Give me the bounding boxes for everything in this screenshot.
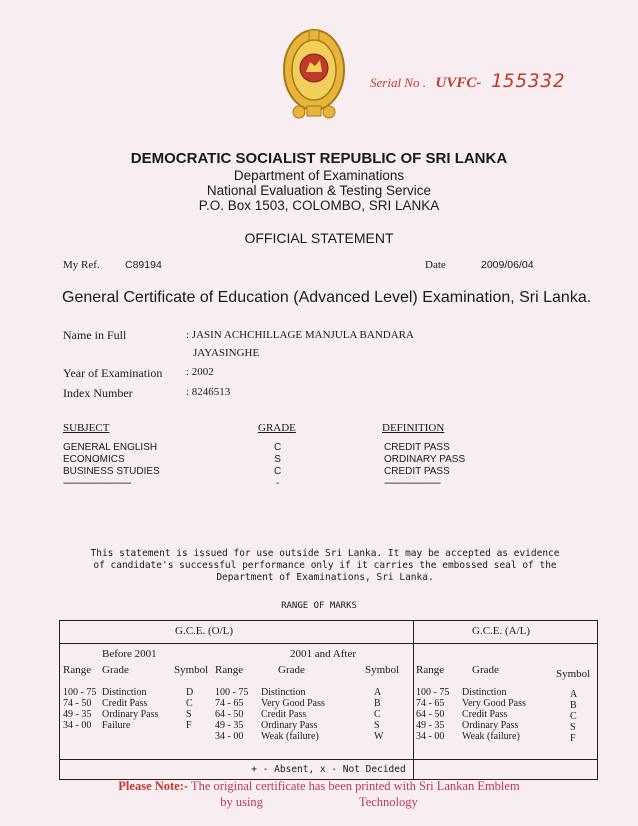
- note-line1: The original certificate has been printed with Sri Lankan Emblem: [190, 779, 520, 793]
- name-value: : JASIN ACHCHILLAGE MANJULA BANDARA: [186, 329, 414, 341]
- range-cell: 74 - 65: [416, 698, 445, 709]
- range-cell: 49 - 35: [215, 720, 244, 731]
- grade-end-line: -: [275, 478, 280, 489]
- print-note: [0, 778, 638, 810]
- definition-end-line: ------------------------: [384, 478, 440, 489]
- col-range: Range: [416, 664, 445, 676]
- notice-line: Department of Examinations, Sri Lanka.: [216, 572, 434, 583]
- range-cell: 34 - 00: [416, 731, 445, 742]
- date-label: Date: [425, 259, 446, 271]
- range-cell: 49 - 35: [63, 709, 92, 720]
- before-grade-column: [102, 687, 158, 731]
- grade-cell: Failure: [102, 720, 131, 731]
- before-range-column: [63, 687, 96, 731]
- grade-cell: Very Good Pass: [462, 698, 526, 709]
- dept-line: Department of Examinations: [233, 168, 405, 183]
- symbol-cell: D: [186, 687, 194, 698]
- symbol-cell: A: [374, 687, 382, 698]
- grade-cell: Ordinary Pass: [462, 720, 519, 731]
- grade-header: GRADE: [258, 422, 296, 434]
- al-symbol-column: [570, 689, 577, 744]
- range-cell: 34 - 00: [215, 731, 244, 742]
- al-grade-column: [462, 687, 526, 742]
- col-symbol: Symbol: [365, 664, 400, 676]
- grade-cell: Credit Pass: [102, 698, 148, 709]
- symbol-cell: C: [186, 698, 193, 709]
- symbol-cell: B: [570, 700, 577, 711]
- name-value-cont: JAYASINGHE: [193, 347, 260, 359]
- ref-value: C89194: [125, 259, 162, 271]
- symbol-cell: S: [570, 722, 576, 733]
- col-grade: Grade: [278, 664, 305, 676]
- index-value: : 8246513: [186, 386, 231, 398]
- subject-cell: BUSINESS STUDIES: [63, 466, 160, 477]
- range-cell: 34 - 00: [63, 720, 92, 731]
- col-range: Range: [63, 664, 92, 676]
- col-symbol: Symbol: [556, 668, 591, 680]
- symbol-cell: S: [374, 720, 380, 731]
- index-label: Index Number: [63, 386, 133, 400]
- name-label: Name in Full: [63, 328, 127, 342]
- range-cell: 64 - 50: [215, 709, 244, 720]
- range-cell: 100 - 75: [416, 687, 450, 698]
- before-2001-title: Before 2001: [102, 648, 157, 660]
- notice-line: This statement is issued for use outside Sri Lanka. It may be accepted as evidence: [90, 548, 560, 559]
- grade-cell: S: [274, 454, 281, 465]
- range-cell: 100 - 75: [215, 687, 249, 698]
- grade-cell: Distinction: [102, 687, 147, 698]
- range-cell: 74 - 50: [63, 698, 92, 709]
- statement-heading: OFFICIAL STATEMENT: [244, 230, 394, 246]
- dept-line: National Evaluation & Testing Service: [206, 183, 432, 198]
- grade-cell: Ordinary Pass: [102, 709, 159, 720]
- grade-cell: C: [274, 442, 282, 453]
- symbol-cell: F: [186, 720, 192, 731]
- grade-column: [274, 442, 281, 490]
- subject-cell: GENERAL ENGLISH: [63, 442, 158, 453]
- symbol-cell: W: [374, 731, 384, 742]
- grade-cell: C: [274, 466, 282, 477]
- dept-line: P.O. Box 1503, COLOMBO, SRI LANKA: [198, 198, 440, 213]
- ref-label: My Ref.: [63, 259, 100, 271]
- range-of-marks-table: [59, 620, 598, 780]
- grade-cell: Credit Pass: [462, 709, 508, 720]
- subject-end-line: -----------------------------: [63, 478, 131, 489]
- range-cell: 74 - 65: [215, 698, 244, 709]
- col-symbol: Symbol: [174, 664, 209, 676]
- range-cell: 64 - 50: [416, 709, 445, 720]
- note-line2: by using: [220, 795, 263, 809]
- after-symbol-column: [374, 687, 383, 742]
- range-cell: 100 - 75: [63, 687, 97, 698]
- serial-prefix: Serial No .: [370, 75, 426, 90]
- grade-cell: Ordinary Pass: [261, 720, 318, 731]
- grade-cell: Very Good Pass: [261, 698, 325, 709]
- grade-cell: Distinction: [261, 687, 306, 698]
- subject-cell: ECONOMICS: [63, 454, 125, 465]
- symbol-cell: C: [570, 711, 577, 722]
- subject-column: [63, 442, 160, 490]
- col-range: Range: [215, 664, 244, 676]
- definition-header: DEFINITION: [382, 422, 445, 434]
- notice-line: of candidate's successful performance only if it carries the embossed seal of the: [93, 560, 557, 571]
- marks-legend: + - Absent, x - Not Decided: [251, 764, 406, 775]
- sri-lanka-emblem-icon: [279, 22, 349, 122]
- department-block: [0, 168, 638, 213]
- symbol-cell: S: [186, 709, 192, 720]
- symbol-cell: B: [374, 698, 381, 709]
- definition-column: [384, 442, 465, 490]
- before-symbol-column: [186, 687, 193, 731]
- col-grade: Grade: [472, 664, 499, 676]
- col-grade: Grade: [102, 664, 129, 676]
- grade-cell: Weak (failure): [261, 731, 319, 742]
- subject-header: SUBJECT: [63, 422, 110, 434]
- country-heading: DEMOCRATIC SOCIALIST REPUBLIC OF SRI LANKA: [130, 150, 508, 167]
- note-line2-end: Technology: [358, 795, 418, 809]
- validity-notice: [60, 548, 590, 584]
- range-title: RANGE OF MARKS: [281, 601, 357, 611]
- year-value: : 2002: [186, 366, 214, 378]
- date-value: 2009/06/04: [481, 259, 534, 271]
- grade-cell: Credit Pass: [261, 709, 307, 720]
- exam-title: General Certificate of Education (Advanced Level) Examination, Sri Lanka.: [62, 289, 592, 306]
- serial-value: 155332: [490, 70, 566, 92]
- after-2001-title: 2001 and After: [290, 648, 356, 660]
- serial-code: UVFC-: [435, 75, 482, 91]
- al-range-column: [416, 687, 449, 742]
- year-label: Year of Examination: [63, 366, 163, 380]
- symbol-cell: A: [570, 689, 578, 700]
- definition-cell: ORDINARY PASS: [384, 454, 466, 465]
- ol-title: G.C.E. (O/L): [175, 625, 234, 637]
- definition-cell: CREDIT PASS: [384, 466, 450, 477]
- symbol-cell: F: [570, 733, 576, 744]
- after-range-column: [215, 687, 248, 742]
- after-grade-column: [261, 687, 325, 742]
- symbol-cell: C: [374, 709, 381, 720]
- definition-cell: CREDIT PASS: [384, 442, 450, 453]
- al-title: G.C.E. (A/L): [472, 625, 531, 637]
- grade-cell: Distinction: [462, 687, 507, 698]
- range-cell: 49 - 35: [416, 720, 445, 731]
- note-label: Please Note:-: [118, 779, 189, 793]
- serial-number: [370, 70, 565, 92]
- grade-cell: Weak (failure): [462, 731, 520, 742]
